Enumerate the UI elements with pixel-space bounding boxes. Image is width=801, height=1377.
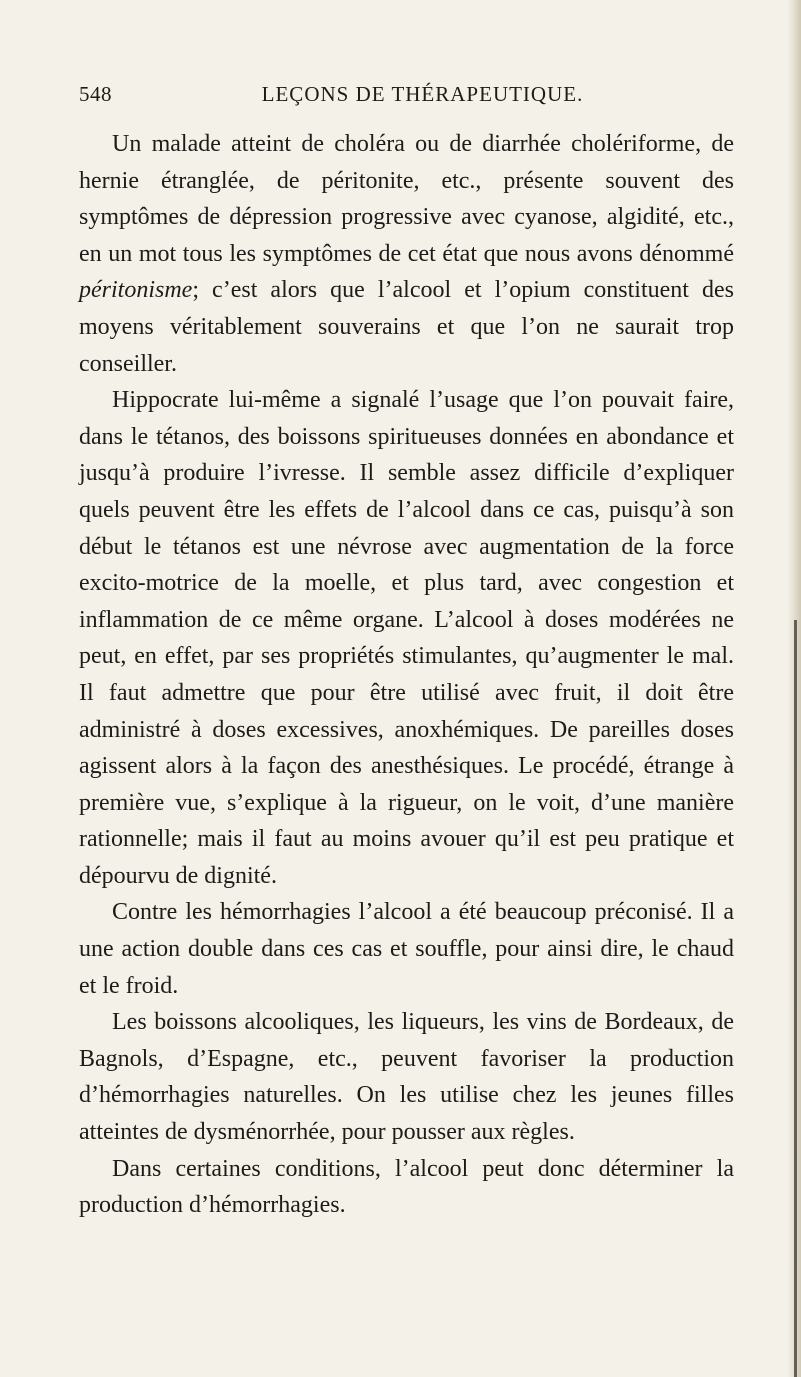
running-title: LEÇONS DE THÉRAPEUTIQUE. — [261, 82, 584, 106]
running-header — [79, 82, 734, 112]
paragraph-boissons: Les boissons alcooliques, les liqueurs, les vins de Bordeaux, de Bagnols, d’Espagne, etc., peuvent favoriser la production d’hémorrhagies naturelles. On les utilise chez les jeunes filles atteintes de dysménorrhée, pour pousser aux règles. — [79, 1009, 734, 1146]
emphasized-term: péritonisme — [79, 277, 193, 304]
page-number: 548 — [79, 82, 112, 106]
paragraph-conclusion: Dans certaines conditions, l’alcool peut donc déterminer la production d’hémorrhagies. — [79, 1155, 734, 1219]
paragraph-hemorrhagies: Contre les hémorrhagies l’alcool a été beaucoup préconisé. Il a une action double dans ces cas et souffle, pour ainsi dire, le chaud et le froid. — [79, 899, 734, 999]
paragraph-tetanos: Hippocrate lui-même a signalé l’usage que l’on pouvait faire, dans le tétanos, des boissons spiritueuses données en abondance et jusqu’à produire l’ivresse. Il semble assez difficile d’expliquer quels peuvent être les effets de l’alcool dans ce cas, puisqu’à son début le tétanos est une névrose avec augmentation de la force excito-motrice de la moelle, et plus tard, avec congestion et inflammation de ce même organe. L’alcool à doses modérées ne peut, en effet, par ses propriétés stimulantes, qu’augmenter le mal. Il faut admettre que pour être utilisé avec fruit, il doit être administré à doses excessives, anoxhémiques. De pareilles doses agissent alors à la façon des anesthésiques. Le procédé, étrange à première vue, s’explique à la rigueur, on le voit, d’une manière rationnelle; mais il faut au moins avouer qu’il est peu pratique et dépourvu de dignité. — [79, 387, 734, 889]
page-edge-line — [794, 620, 797, 1377]
body-text — [79, 126, 734, 1224]
paragraph-text: Un malade atteint de choléra ou de diarrhée cholériforme, de hernie étranglée, de péritonite, etc., présente souvent des symptômes de dépression progressive avec cyanose, algidité, etc., en un mot tous les symptômes de cet état que nous avons dénommé — [79, 131, 734, 267]
paragraph-text: ; c’est alors que l’alcool et l’opium constituent des moyens véritablement souverains et que l’on ne saurait trop conseiller. — [79, 277, 734, 377]
paragraph-cholera — [79, 126, 734, 382]
